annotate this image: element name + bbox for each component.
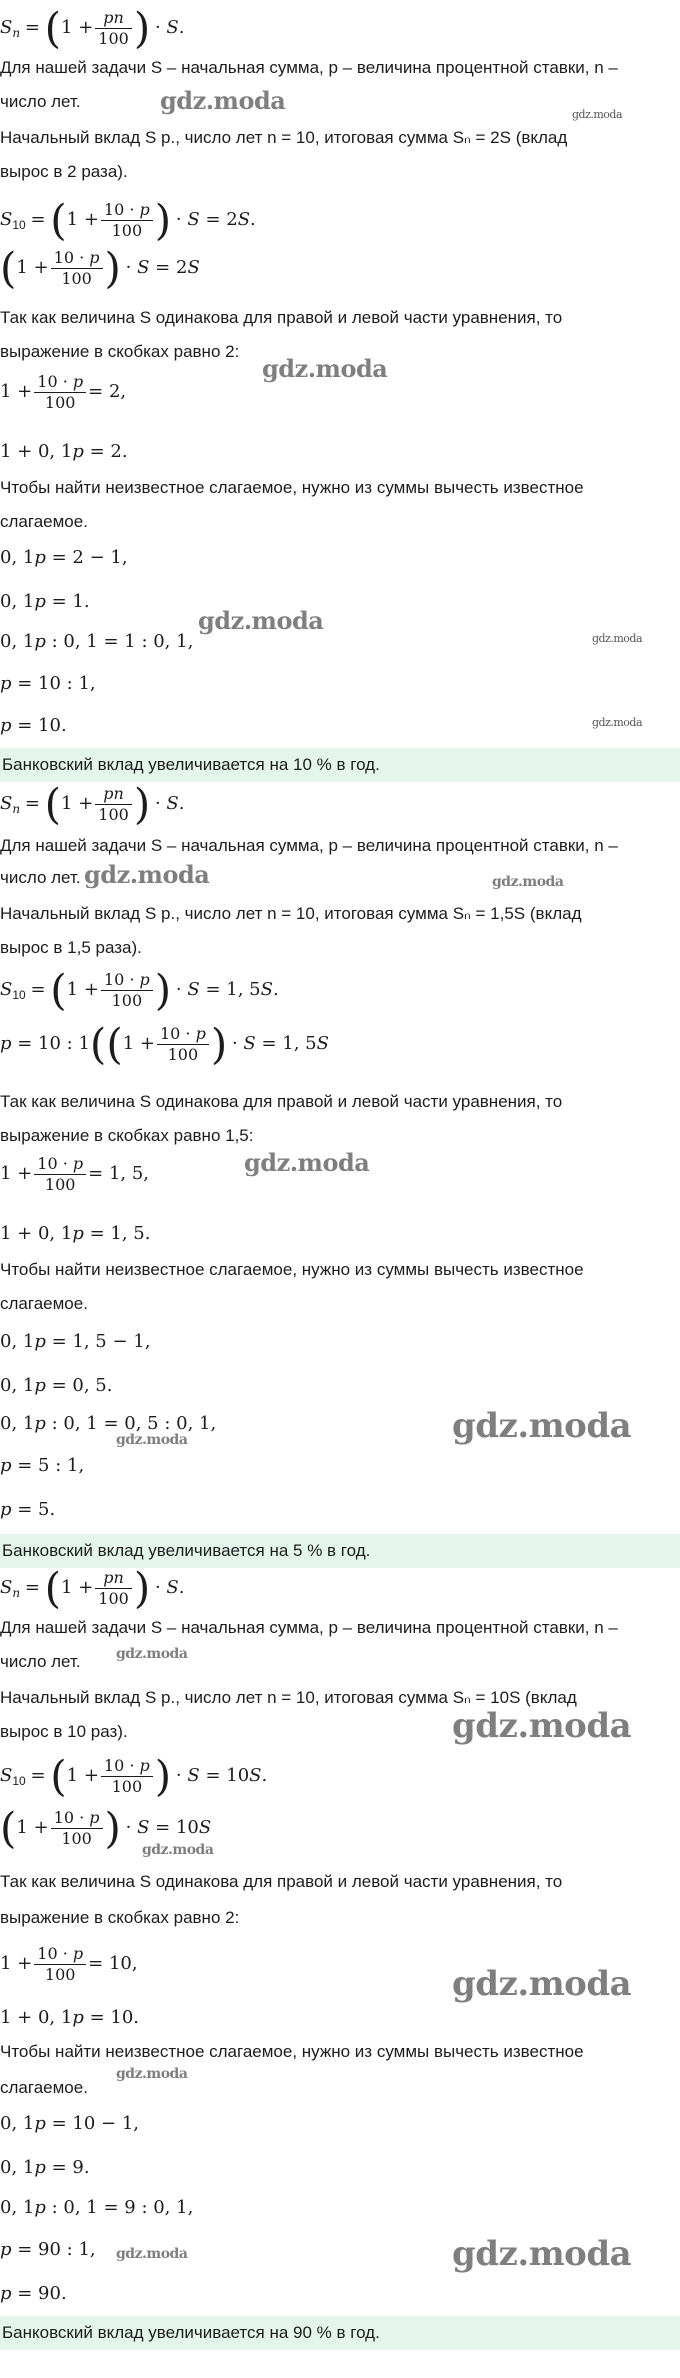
rule-text-cont: слагаемое.: [0, 2078, 88, 2097]
formula-sn: $S_n = (1$ + $\frac{pn}{100}$ ) · S.: [0, 1563, 185, 1613]
step-6: p = 90 : 1,: [0, 2239, 96, 2260]
step-3: 0, 1p = 10 − 1,: [0, 2113, 140, 2134]
given-text: Начальный вклад S р., число лет n = 10, итоговая сумма Sₙ = 1,5S (вклад: [0, 904, 582, 923]
watermark: gdz.moda: [452, 1964, 632, 2004]
watermark: gdz.moda: [160, 86, 286, 115]
watermark: gdz.moda: [244, 1148, 370, 1177]
given-text: Начальный вклад S р., число лет n = 10, итоговая сумма Sₙ = 2S (вклад: [0, 128, 568, 147]
since-text-cont: выражение в скобках равно 2:: [0, 1908, 240, 1927]
step-4: 0, 1p = 0, 5.: [0, 1375, 113, 1396]
answer-banner: Банковский вклад увеличивается на 10 % в год.: [0, 748, 680, 782]
step-5: 0, 1p : 0, 1 = 9 : 0, 1,: [0, 2197, 194, 2218]
intro-text-cont: число лет.: [0, 92, 81, 111]
watermark: gdz.moda: [452, 1706, 632, 1746]
step-4: 0, 1p = 9.: [0, 2157, 90, 2178]
given-text: Начальный вклад S р., число лет n = 10, итоговая сумма Sₙ = 10S (вклад: [0, 1688, 577, 1707]
step-7: p = 90.: [0, 2283, 67, 2304]
rule-text-cont: слагаемое.: [0, 1294, 88, 1313]
watermark: gdz.moda: [592, 632, 643, 645]
watermark: gdz.moda: [116, 1432, 188, 1448]
since-text: Так как величина S одинакова для правой и левой части уравнения, то: [0, 1872, 563, 1891]
step-7: p = 5.: [0, 1499, 56, 1520]
rule-text-cont: слагаемое.: [0, 512, 88, 531]
rule-text: Чтобы найти неизвестное слагаемое, нужно из суммы вычесть известное: [0, 478, 584, 497]
watermark: gdz.moda: [452, 2234, 632, 2274]
given-text-cont: вырос в 10 раз).: [0, 1722, 128, 1741]
step-6: p = 10 : 1,: [0, 673, 96, 694]
formula-sn: $S_n = (1$ + $\frac{pn}{100}$ ) · S.: [0, 3, 185, 53]
since-text: Так как величина S одинакова для правой и левой части уравнения, то: [0, 308, 563, 327]
watermark: gdz.moda: [262, 354, 388, 383]
given-text-cont: вырос в 1,5 раза).: [0, 938, 142, 957]
since-text-cont: выражение в скобках равно 1,5:: [0, 1126, 254, 1145]
step-1: 1 + $\frac{10 \cdot p}{100}$ = 10,: [0, 1944, 138, 1985]
watermark: gdz.moda: [116, 1646, 188, 1662]
equation-a: $S_{10} = (1$ + $\frac{10 \cdot p}{100}$ ) · S = 1, 5S.: [0, 965, 279, 1015]
equation-b: p = 10 : 1((1 + $\frac{10 \cdot p}{100}$ ) · S = 1, 5S: [0, 1019, 329, 1069]
watermark: gdz.moda: [198, 606, 324, 635]
formula-sn: $S_n = (1$ + $\frac{pn}{100}$ ) · S.: [0, 779, 185, 829]
intro-text: Для нашей задачи S – начальная сумма, p – величина процентной ставки, n –: [0, 1618, 618, 1637]
watermark: gdz.moda: [116, 2246, 188, 2262]
given-text-cont: вырос в 2 раза).: [0, 162, 128, 181]
intro-text-cont: число лет.: [0, 1652, 81, 1671]
intro-text-cont: число лет.: [0, 868, 81, 887]
watermark: gdz.moda: [492, 874, 564, 890]
step-5: 0, 1p : 0, 1 = 1 : 0, 1,: [0, 631, 194, 652]
equation-b: (1 + $\frac{10 \cdot p}{100}$ ) · S = 10S: [0, 1803, 212, 1853]
step-2: 1 + 0, 1p = 1, 5.: [0, 1223, 151, 1244]
equation-a: $S_{10} = (1$ + $\frac{10 \cdot p}{100}$ ) · S = 2S.: [0, 195, 256, 245]
step-3: 0, 1p = 1, 5 − 1,: [0, 1331, 151, 1352]
watermark: gdz.moda: [592, 716, 643, 729]
intro-text: Для нашей задачи S – начальная сумма, p – величина процентной ставки, n –: [0, 836, 618, 855]
step-2: 1 + 0, 1p = 2.: [0, 441, 128, 462]
watermark: gdz.moda: [116, 2066, 188, 2082]
step-5: 0, 1p : 0, 1 = 0, 5 : 0, 1,: [0, 1413, 217, 1434]
watermark: gdz.moda: [452, 1406, 632, 1446]
step-3: 0, 1p = 2 − 1,: [0, 547, 128, 568]
answer-banner: Банковский вклад увеличивается на 5 % в год.: [0, 1534, 680, 1568]
step-4: 0, 1p = 1.: [0, 591, 90, 612]
watermark: gdz.moda: [84, 860, 210, 889]
rule-text: Чтобы найти неизвестное слагаемое, нужно из суммы вычесть известное: [0, 1260, 584, 1279]
intro-text: Для нашей задачи S – начальная сумма, p – величина процентной ставки, n –: [0, 58, 618, 77]
equation-a: $S_{10} = (1$ + $\frac{10 \cdot p}{100}$ ) · S = 10S.: [0, 1751, 268, 1801]
watermark: gdz.moda: [142, 1842, 214, 1858]
step-7: p = 10.: [0, 715, 67, 736]
equation-b: (1 + $\frac{10 \cdot p}{100}$ ) · S = 2S: [0, 243, 200, 293]
step-2: 1 + 0, 1p = 10.: [0, 2007, 140, 2028]
step-6: p = 5 : 1,: [0, 1455, 85, 1476]
since-text-cont: выражение в скобках равно 2:: [0, 342, 240, 361]
since-text: Так как величина S одинакова для правой и левой части уравнения, то: [0, 1092, 563, 1111]
step-1: 1 + $\frac{10 \cdot p}{100}$ = 2,: [0, 372, 127, 413]
answer-banner: Банковский вклад увеличивается на 90 % в год.: [0, 2316, 680, 2350]
step-1: 1 + $\frac{10 \cdot p}{100}$ = 1, 5,: [0, 1154, 150, 1195]
rule-text: Чтобы найти неизвестное слагаемое, нужно из суммы вычесть известное: [0, 2042, 584, 2061]
watermark: gdz.moda: [572, 108, 623, 121]
